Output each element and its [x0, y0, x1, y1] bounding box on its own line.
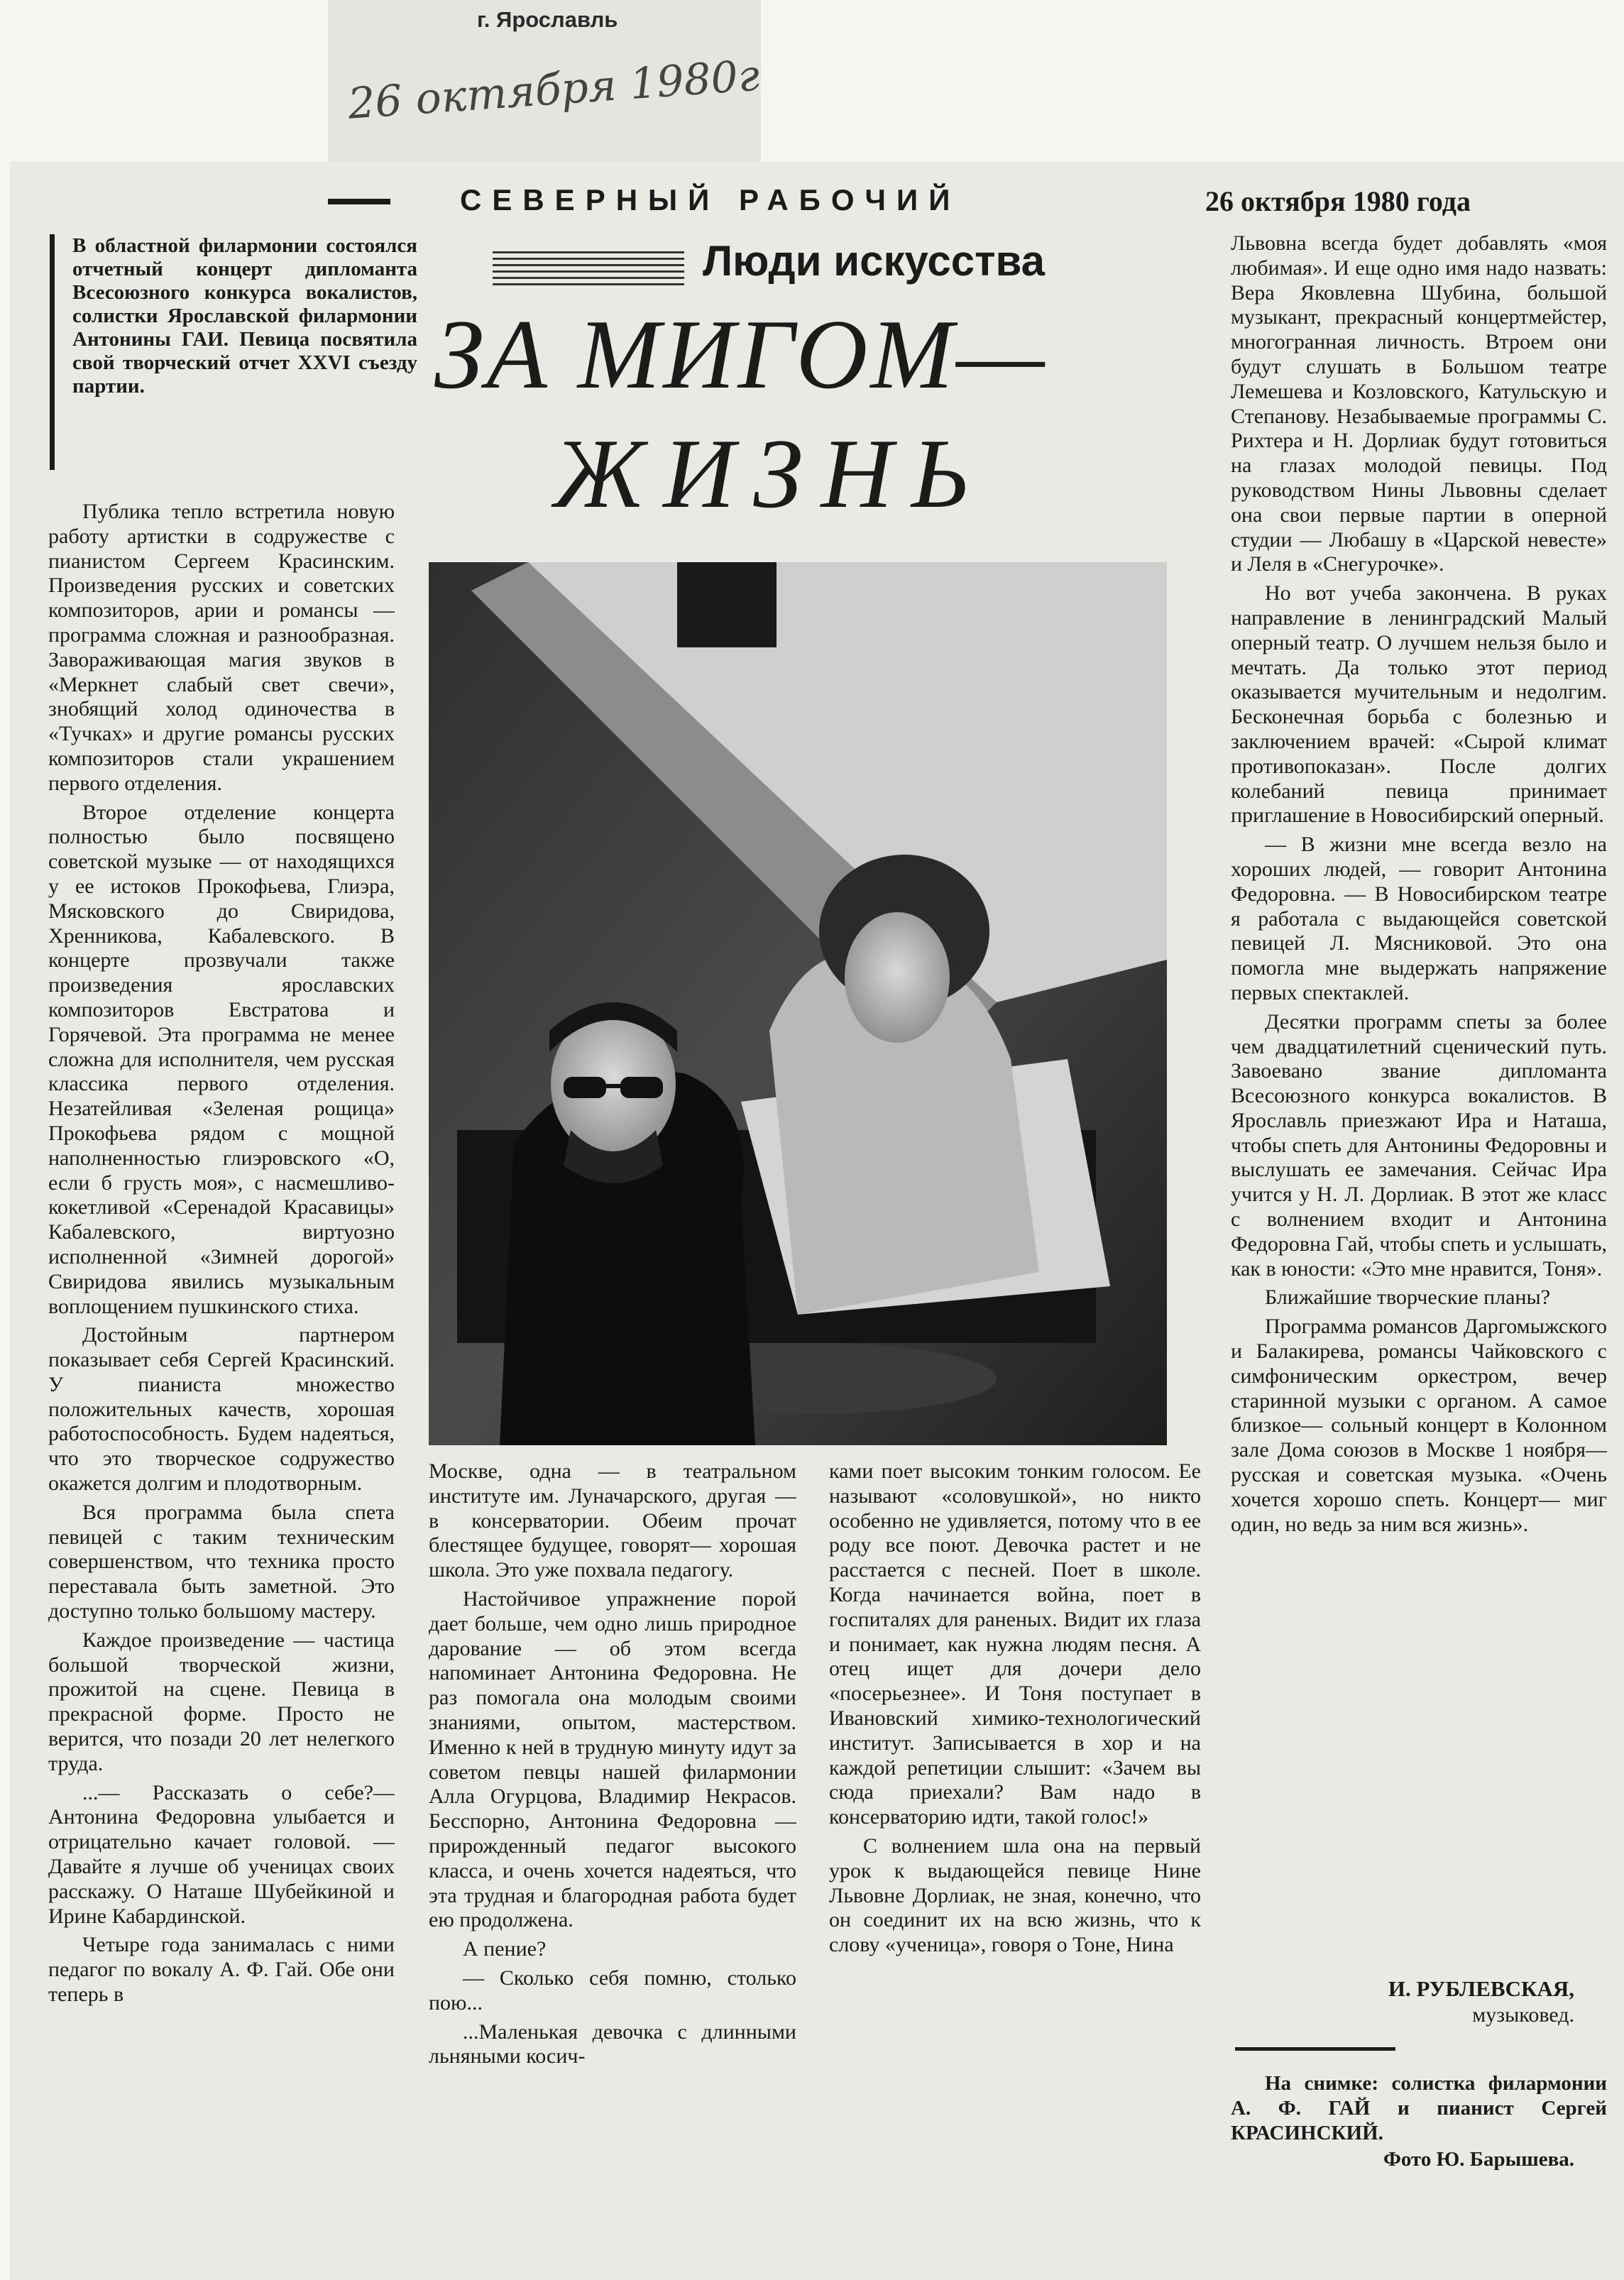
- article-lead: В областной филармонии состоялся отчетный концерт дипломанта Всесоюзного конкурса вокалистов, солистки Ярославской филармонии Антонины ГАИ. Певица посвятила свой творческий отчет XXVI съезду партии.: [72, 234, 417, 398]
- paragraph: Но вот учеба закончена. В руках направление в ленинградский Малый оперный театр. О лучшем нельзя было и мечтать. Да только этот период оказывается мучительным и недолгим. Бесконечная борьба с болезнью и заключением врачей: «Сырой климат противопоказан». После долгих колебаний певица принимает приглашение в Новосибирский оперный.: [1231, 581, 1607, 828]
- rubric-hatch: [493, 247, 684, 285]
- lead-bar: [50, 234, 55, 470]
- author-role: музыковед.: [1472, 2003, 1574, 2027]
- paragraph: — В жизни мне всегда везло на хороших людей, — говорит Антонина Федоровна. — В Новосибирском театре я работала с выдающейся советской певицей Л. Мясниковой. Это она помогла мне выдержать напряжение первых спектаклей.: [1231, 833, 1607, 1004]
- paragraph: ...Маленькая девочка с длинными льняными косич-: [429, 2019, 796, 2068]
- text-column-1: [48, 500, 395, 2253]
- photo-credit: Фото Ю. Барышева.: [1383, 2148, 1574, 2171]
- paragraph: Программа романсов Даргомыжского и Балакирева, романсы Чайковского с симфоническим оркестром, вечер старинной музыки с органом. А самое близкое— сольный концерт в Колонном зале Дома союзов в Москве 1 ноября—русская и советская музыка. «Очень хочется хорошо спеть. Концерт— миг один, но ведь за ним вся жизнь».: [1231, 1315, 1607, 1536]
- masthead-date: 26 октября 1980 года: [1205, 185, 1471, 217]
- text-column-3: [829, 1459, 1201, 2252]
- paragraph: — Сколько себя помню, столько пою...: [429, 1966, 796, 2015]
- paragraph: Достойным партнером показывает себя Сергей Красинский. У пианиста множество положительных качеств, хорошая работоспособность. Будем надеяться, что это творческое содружество окажется долгим и плодотворным.: [48, 1323, 395, 1496]
- newspaper-name: СЕВЕРНЫЙ РАБОЧИЙ: [460, 183, 961, 217]
- handwritten-date: 26 октября 1980г: [346, 50, 762, 129]
- paragraph: Львовна всегда будет добавлять «моя любимая». И еще одно имя надо назвать: Вера Яковлевна Шубина, большой музыкант, прекрасный концертмейстер, многогранная личность. Втроем они будут слушать в Большом театре Лемешева и Козловского, Катульскую и Степанову. Незабываемые программы С. Рихтера и Н. Дорлиак будут готовиться на глазах молодой певицы. Под руководством Нины Львовны сделает она свои первые партии в оперной студии — Любашу в «Царской невесте» и Леля в «Снегурочке».: [1231, 231, 1607, 576]
- paragraph: ками поет высоким тонким голосом. Ее называют «соловушкой», но никто особенно не удивляется, потому что в ее роду все поют. Девочка растет и не расстается с песней. Поет в школе. Когда начинается война, поет в госпиталях для раненых. Видит их глаза и понимает, как нужна людям песня. А отец ищет для дочери дело «посерьезнее». И Тоня поступает в Ивановский химико-технологический институт. Записывается в хор и на каждой репетиции слышит: «Зачем вы сюда приехали? Вам надо в консерваторию идти, такой голос!»: [829, 1459, 1201, 1829]
- paragraph: Москве, одна — в театральном институте им. Луначарского, другая — в консерватории. Обеим прочат блестящее будущее, говорят— хорошая школа. Это уже похвала педагогу.: [429, 1459, 796, 1582]
- paragraph: А пение?: [463, 1937, 547, 1961]
- text-column-4: [1231, 231, 1607, 1963]
- author-name: И. РУБЛЕВСКАЯ,: [1388, 1976, 1574, 2001]
- paragraph: Публика тепло встретила новую работу артистки в содружестве с пианистом Сергеем Красинским. Произведения русских и советских композиторов, арии и романсы — программа сложная и разнообразная. Завораживающая магия звуков в «Меркнет слабый свет свечи», знобящий холод одиночества в «Тучках» и другие романсы русских композиторов стали украшением первого отделения.: [48, 500, 395, 795]
- caption-rule: [1235, 2047, 1395, 2051]
- paragraph: Каждое произведение — частица большой творческой жизни, прожитой на сцене. Певица в прекрасной форме. Просто не верится, что позади 20 лет нелегкого труда.: [48, 1628, 395, 1775]
- masthead-rule-left: [328, 199, 390, 204]
- city-stamp: г. Ярославль: [477, 7, 618, 32]
- headline-line-2: ЖИЗНЬ: [554, 419, 989, 529]
- paragraph: Вся программа была спета певицей с таким техническим совершенством, что техника просто переставала быть заметной. Это доступно только большому мастеру.: [48, 1500, 395, 1623]
- text-column-2: [429, 1459, 796, 2252]
- paragraph: Ближайшие творческие планы?: [1265, 1286, 1551, 1310]
- photo-caption: На снимке: солистка филармонии А. Ф. ГАЙ и пианист Сергей КРАСИНСКИЙ.: [1231, 2072, 1607, 2144]
- headline-line-1: ЗА МИГОМ—: [434, 300, 1048, 410]
- paragraph: Десятки программ спеты за более чем двадцатилетний сценический путь. Завоевано звание дипломанта Всесоюзного конкурса вокалистов. В Ярославль приезжают Ира и Наташа, чтобы спеть для Антонины Федоровны и выслушать ее замечания. Сейчас Ира учится у Н. Л. Дорлиак. В этот же класс с волнением входит и Антонина Федоровна Гай, чтобы спеть и услышать, как в юности: «Это мне нравится, Тоня».: [1231, 1009, 1607, 1281]
- paragraph: ...— Рассказать о себе?— Антонина Федоровна улыбается и отрицательно качает головой. — Давайте я лучше об ученицах своих расскажу. О Наташе Шубейкиной и Ирине Кабардинской.: [48, 1780, 395, 1928]
- paragraph: Настойчивое упражнение порой дает больше, чем одно лишь природное дарование — об этом всегда напоминает Антонина Федоровна. Не раз помогала она молодым своими знаниями, опытом, мастерством. Именно к ней в трудную минуту идут за советом певцы нашей филармонии Алла Огурцова, Владимир Некрасов. Бесспорно, Антонина Федоровна — прирожденный педагог высокого класса, и очень хочется надеяться, что эта трудная и благородная работа будет ею продолжена.: [429, 1586, 796, 1932]
- paragraph: Второе отделение концерта полностью было посвящено советской музыке — от находящихся у ее истоков Прокофьева, Глиэра, Мясковского до Свиридова, Хренникова, Кабалевского. В концерте прозвучали также произведения ярославских композиторов Евстратова и Горячевой. Эта программа не менее сложна для исполнителя, чем русская классика первого отделения. Незатейливая «Зеленая рощица» Прокофьева рядом с мощной наполненностью глиэровского «О, если б грусть моя», с насмешливо-кокетливой «Серенадой Красавицы» Кабалевского, виртуозно исполненной «Зимней дорогой» Свиридова явились музыкальным воплощением пушкинского стиха.: [48, 800, 395, 1318]
- paragraph: Четыре года занималась с ними педагог по вокалу А. Ф. Гай. Обе они теперь в: [48, 1933, 395, 2007]
- article-photo: [429, 562, 1167, 1445]
- rubric-label: Люди искусства: [703, 237, 1045, 285]
- paragraph: С волнением шла она на первый урок к выдающейся певице Нине Львовне Дорлиак, не зная, конечно, что он соединит их на всю жизнь, что к слову «ученица», говоря о Тоне, Нина: [829, 1834, 1201, 1957]
